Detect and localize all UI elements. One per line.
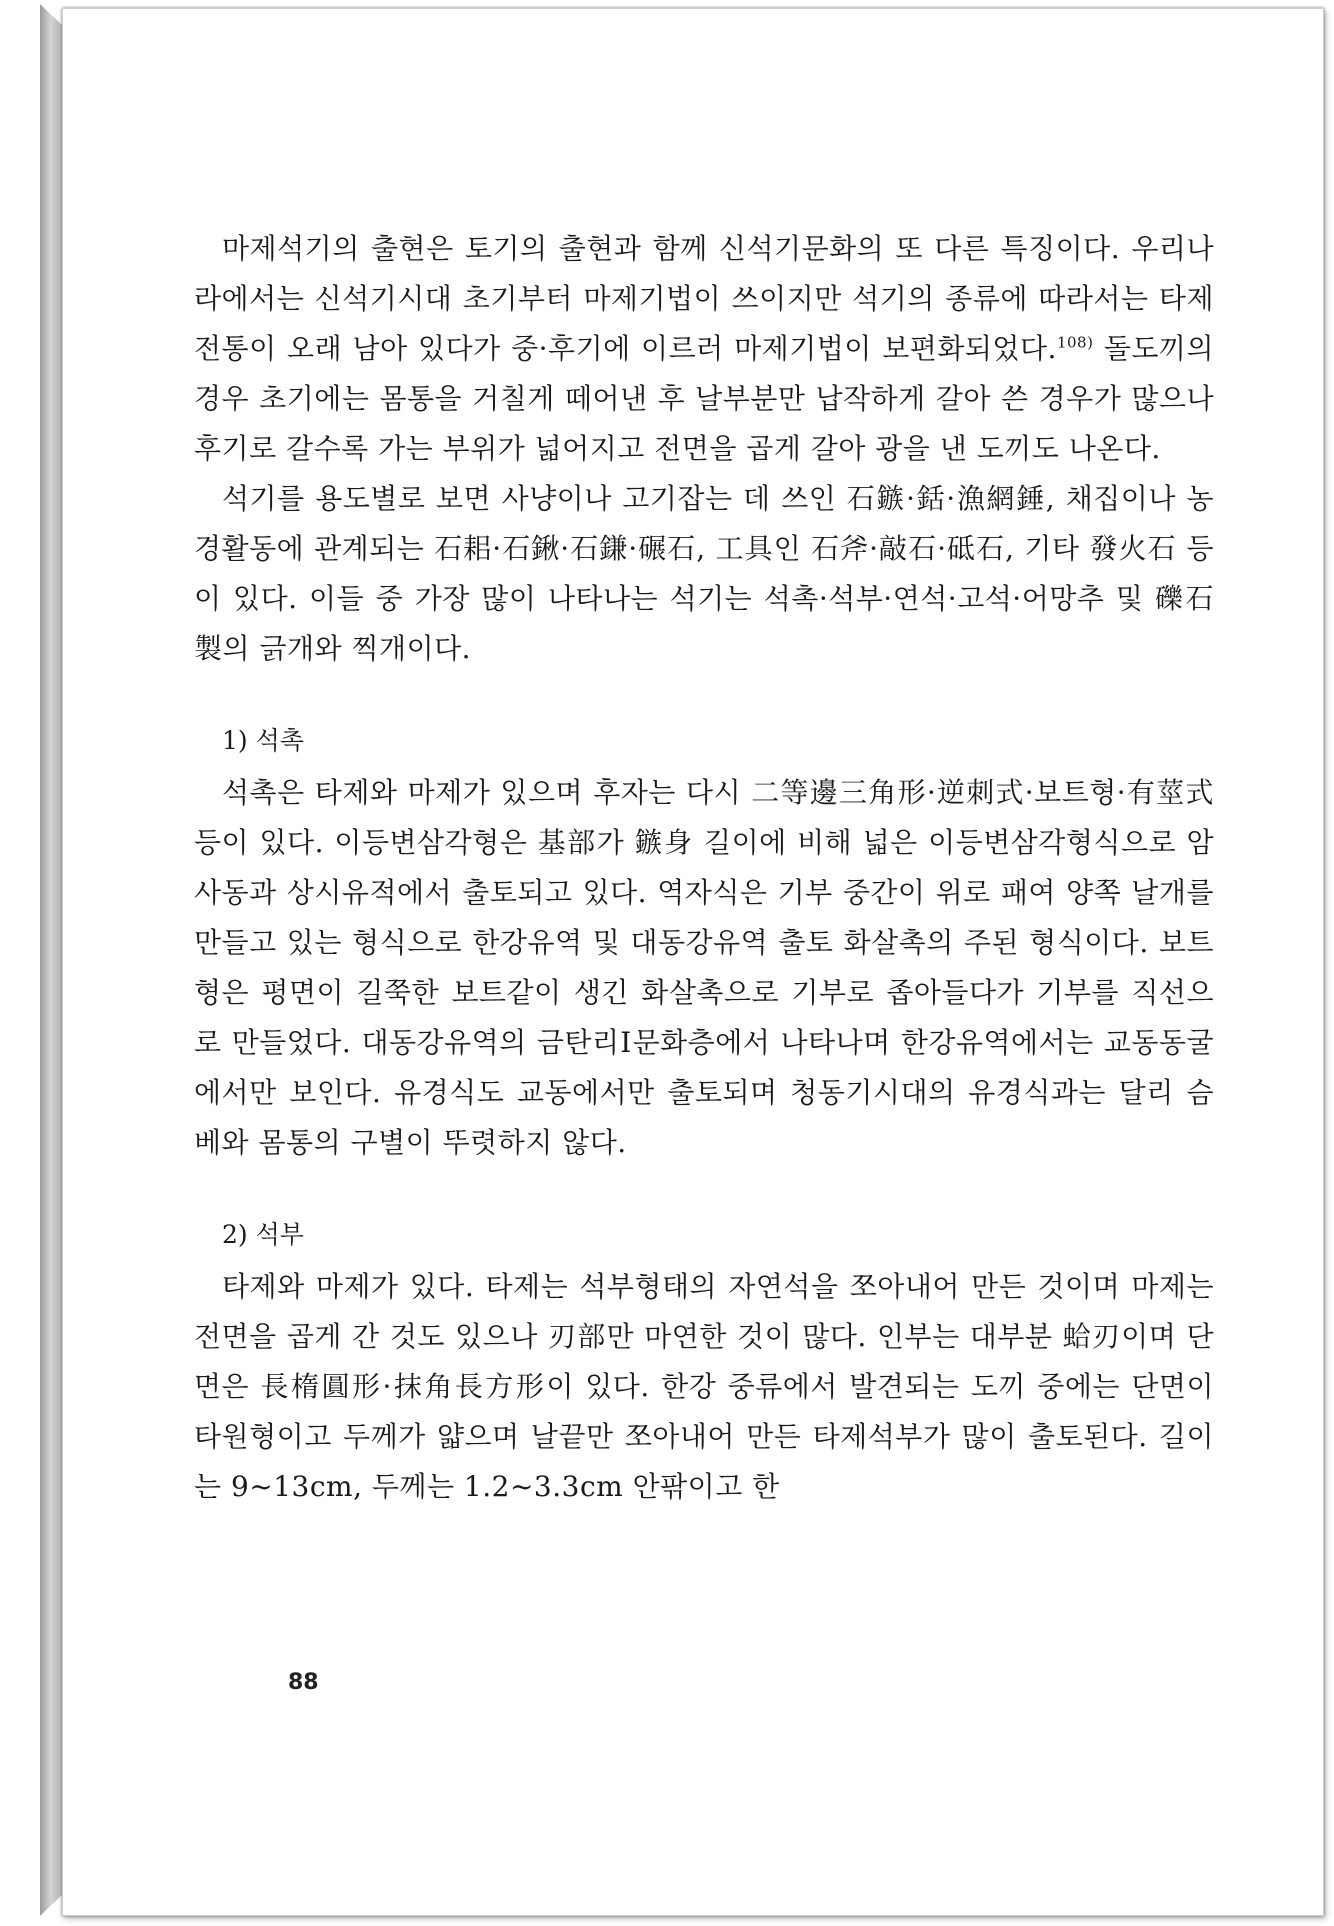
paragraph-intro-text-cont: 돌도끼의 경우 초기에는 몸통을 거칠게 떼어낸 후 날부분만 납작하게 갈아 쓴 경우가 많으나 후기로 갈수록 가는 부위가 넓어지고 전면을 곱게 갈아 광을 낸 도끼도 나온다. [194,332,1215,465]
paragraph-usage: 석기를 용도별로 보면 사냥이나 고기잡는 데 쓰인 石鏃·銛·漁網錘, 채집이나 농경활동에 관계되는 石耜·石鍬·石鎌·碾石, 工具인 石斧·敲石·砥石, 기타 發火石 등이 있다. 이들 중 가장 많이 나타나는 석기는 석촉·석부·연석·고석·어망추 및 礫石製의 긁개와 찍개이다. [194,482,1214,665]
paragraph-intro-text: 마제석기의 출현은 토기의 출현과 함께 신석기문화의 또 다른 특징이다. 우리나라에서는 신석기시대 초기부터 마제기법이 쓰이지만 석기의 종류에 따라서는 타제전통이 오래 남아 있다가 중·후기에 이르러 마제기법이 보편화되었다. [194,232,1214,365]
footnote-ref: 108) [1056,333,1094,352]
paragraph-intro [194,224,1214,474]
section-heading-arrowhead: 1) 석촉 [222,726,304,755]
paragraph-arrowhead: 석촉은 타제와 마제가 있으며 후자는 다시 二等邊三角形·逆刺式·보트형·有莖式 등이 있다. 이등변삼각형은 基部가 鏃身 길이에 비해 넓은 이등변삼각형식으로 암사동과 상시유적에서 출토되고 있다. 역자식은 기부 중간이 위로 패여 양쪽 날개를 만들고 있는 형식으로 한강유역 및 대동강유역 출토 화살촉의 주된 형식이다. 보트형은 평면이 길쭉한 보트같이 생긴 화살촉으로 기부로 좁아들다가 기부를 직선으로 만들었다. 대동강유역의 금탄리Ⅰ문화층에서 나타나며 한강유역에서는 교동동굴에서만 보인다. 유경식도 교동에서만 출토되며 청동기시대의 유경식과는 달리 슴베와 몸통의 구별이 뚜렷하지 않다. [194,776,1214,1159]
section-heading-axe: 2) 석부 [222,1220,304,1249]
page-number: 88 [288,1670,319,1695]
page-body [194,224,1214,1512]
paragraph-axe: 타제와 마제가 있다. 타제는 석부형태의 자연석을 쪼아내어 만든 것이며 마제는 전면을 곱게 간 것도 있으나 刃部만 마연한 것이 많다. 인부는 대부분 蛤刃이며 단면은 長楕圓形·抹角長方形이 있다. 한강 중류에서 발견되는 도끼 중에는 단면이 타원형이고 두께가 얇으며 날끝만 쪼아내어 만든 타제석부가 많이 출토된다. 길이는 9~13cm, 두께는 1.2~3.3cm 안팎이고 한 [194,1270,1214,1503]
